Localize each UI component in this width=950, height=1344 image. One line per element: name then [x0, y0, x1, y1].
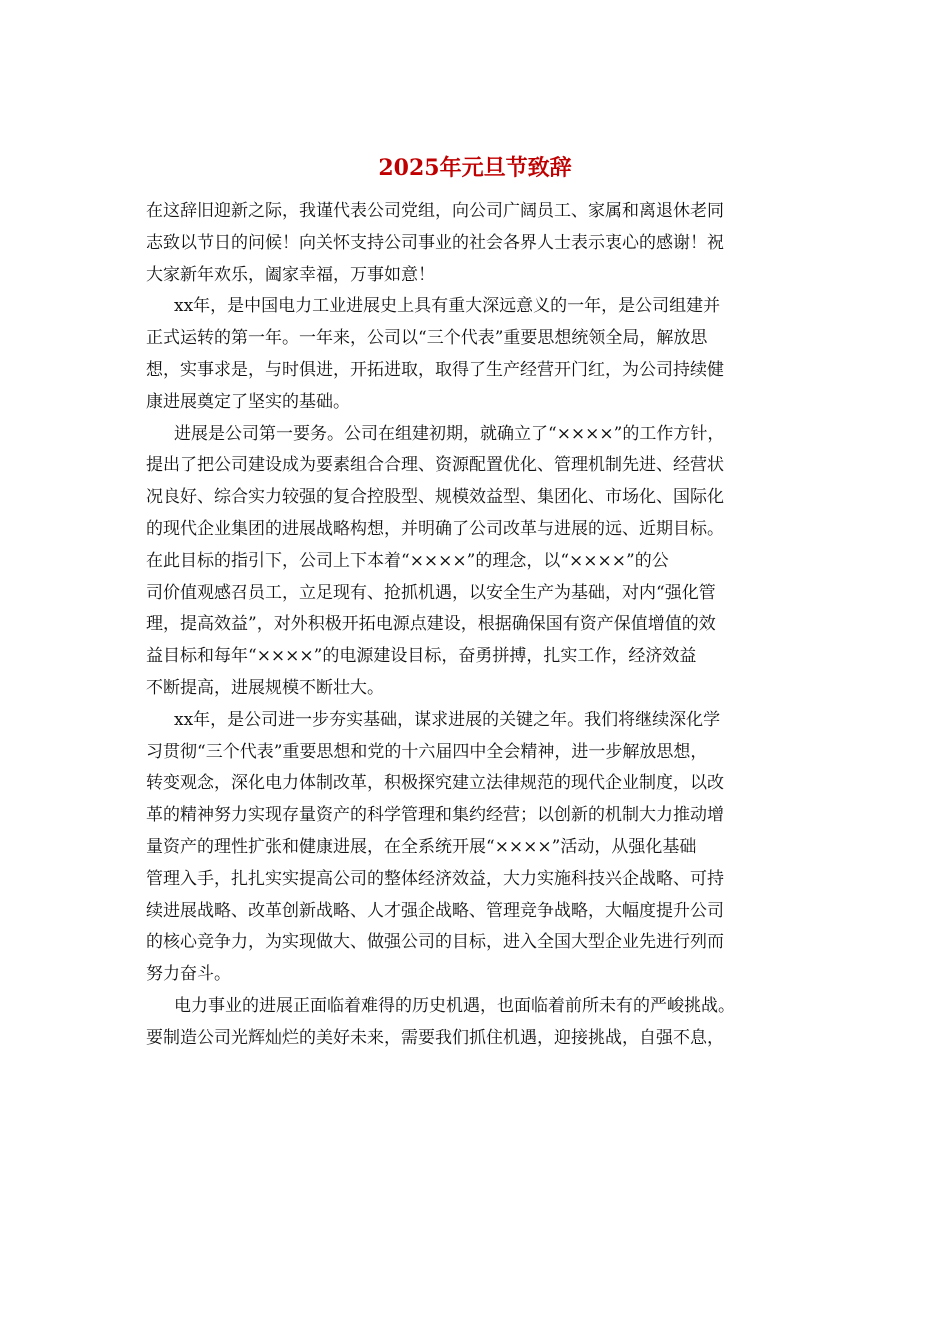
text-line: 在这辞旧迎新之际，我谨代表公司党组，向公司广阔员工、家属和离退休老同 — [146, 201, 724, 221]
text-line: 在此目标的指引下，公司上下本着“××××”的理念，以“××××”的公 — [146, 550, 669, 571]
text-line: 理，提高效益”，对外积极开拓电源点建设，根据确保国有资产保值增值的效 — [146, 614, 716, 635]
text-line: 志致以节日的问候！向关怀支持公司事业的社会各界人士表示衷心的感谢！祝 — [146, 232, 724, 253]
text-line: 提出了把公司建设成为要素组合合理、资源配置优化、管理机制先进、经营状 — [146, 455, 724, 476]
text-line: 量资产的理性扩张和健康进展，在全系统开展“××××”活动，从强化基础 — [146, 836, 697, 857]
text-line: 电力事业的进展正面临着难得的历史机遇，也面临着前所未有的严峻挑战。 — [174, 995, 735, 1016]
text-line: 司价值观感召员工，立足现有、抢抓机遇，以安全生产为基础，对内“强化管 — [146, 582, 716, 603]
paragraph-review — [146, 291, 806, 418]
text-line: 想，实事求是，与时俱进，开拓进取，取得了生产经营开门红，为公司持续健 — [146, 359, 724, 380]
text-line: 转变观念，深化电力体制改革，积极探究建立法律规范的现代企业制度，以改 — [146, 773, 724, 794]
text-line: xx年，是中国电力工业进展史上具有重大深远意义的一年，是公司组建并 — [174, 296, 721, 317]
text-line: 正式运转的第一年。一年来，公司以“三个代表”重要思想统领全局，解放思 — [146, 328, 708, 349]
text-line: 革的精神努力实现存量资产的科学管理和集约经营；以创新的机制大力推动增 — [146, 805, 724, 826]
paragraph-plan — [146, 705, 806, 991]
text-line: 努力奋斗。 — [146, 964, 231, 985]
document-title: 2025年元旦节致辞 — [378, 155, 572, 181]
text-line: 的核心竞争力，为实现做大、做强公司的目标，进入全国大型企业先进行列而 — [146, 932, 724, 953]
text-line: 习贯彻“三个代表”重要思想和党的十六届四中全会精神，进一步解放思想， — [146, 741, 708, 762]
text-line: 续进展战略、改革创新战略、人才强企战略、管理竞争战略，大幅度提升公司 — [146, 900, 724, 921]
text-line: 不断提高，进展规模不断壮大。 — [146, 677, 384, 698]
text-line: 的现代企业集团的进展战略构想，并明确了公司改革与进展的远、近期目标。 — [146, 518, 724, 539]
text-line: 大家新年欢乐，阖家幸福，万事如意！ — [146, 264, 435, 285]
text-line: 要制造公司光辉灿烂的美好未来，需要我们抓住机遇，迎接挑战，自强不息， — [146, 1027, 724, 1048]
text-line: 益目标和每年“××××”的电源建设目标，奋勇拼搏，扎实工作，经济效益 — [146, 646, 697, 667]
paragraph-outlook — [146, 991, 806, 1055]
document-body — [146, 196, 806, 1055]
paragraph-greeting — [146, 196, 806, 291]
text-line: 康进展奠定了坚实的基础。 — [146, 391, 350, 412]
text-line: xx年，是公司进一步夯实基础，谋求进展的关键之年。我们将继续深化学 — [174, 709, 721, 730]
paragraph-strategy — [146, 419, 806, 705]
text-line: 管理入手，扎扎实实提高公司的整体经济效益，大力实施科技兴企战略、可持 — [146, 868, 724, 889]
text-line: 况良好、综合实力较强的复合控股型、规模效益型、集团化、市场化、国际化 — [146, 487, 724, 508]
text-line: 进展是公司第一要务。公司在组建初期，就确立了“××××”的工作方针， — [174, 423, 725, 444]
